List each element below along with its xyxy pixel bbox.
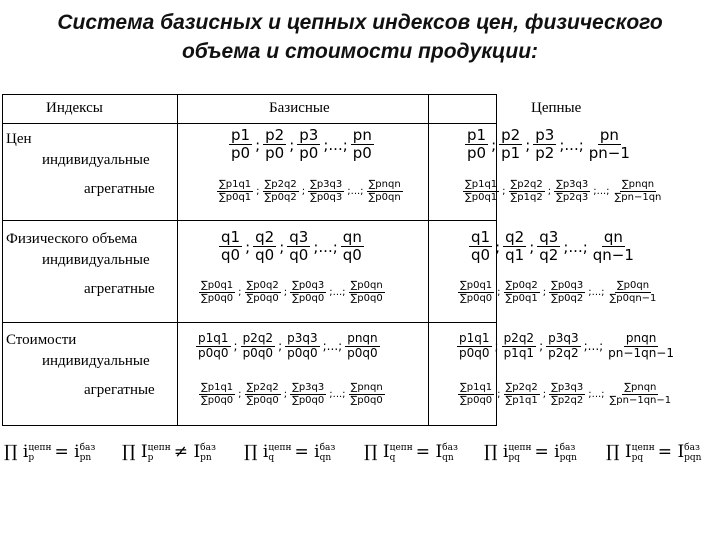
separator: ; [491, 135, 497, 154]
denominator: p0 [299, 144, 319, 163]
row-label-value: Стоимости [6, 332, 77, 348]
fraction [608, 382, 674, 406]
separator: ; [279, 237, 285, 256]
relation-lhs-scripts [390, 443, 413, 463]
fraction [509, 179, 545, 203]
relation-price-aggregate [122, 442, 216, 463]
fraction [308, 179, 344, 203]
numerator: ∑p0q1 [201, 280, 234, 291]
fraction [199, 280, 235, 304]
separator: ; [497, 286, 501, 298]
fraction [549, 280, 585, 304]
fraction [608, 280, 659, 304]
denominator: ∑p0q0 [201, 292, 234, 304]
relation-lhs-sub: p [28, 452, 35, 463]
formula-volume-aggregate-chain [457, 280, 659, 304]
fraction [287, 229, 310, 265]
relation-lhs-sub: q [268, 452, 275, 463]
denominator: ∑p0q0 [292, 394, 325, 406]
relation-operator: = [54, 442, 75, 462]
relation-lhs-sub: p [147, 452, 154, 463]
table-divider-1 [177, 94, 178, 426]
relation-rhs: I [193, 442, 201, 462]
table-rule [2, 322, 497, 323]
formula-price-individual-base [228, 127, 375, 163]
fraction [245, 382, 281, 406]
relation-operator: = [534, 442, 555, 462]
relation-lhs-sup: цепн [28, 442, 52, 453]
numerator: q2 [505, 228, 525, 246]
ellipsis-separator: ;...; [588, 286, 605, 298]
numerator: p2 [265, 126, 285, 144]
numerator: pn [599, 126, 619, 144]
numerator: p2q2 [503, 331, 535, 345]
relation-rhs-sub: pn [79, 452, 92, 463]
numerator: ∑pnqn [368, 179, 401, 190]
numerator: ∑p2q2 [246, 382, 279, 393]
denominator: p2 [535, 144, 555, 163]
formula-price-individual-chain [464, 127, 633, 163]
fraction [367, 179, 403, 203]
relation-rhs-scripts [442, 443, 458, 463]
numerator: p1 [231, 126, 251, 144]
relation-volume-individual [244, 442, 335, 463]
relation-lhs-scripts [632, 443, 655, 463]
denominator: ∑p0q0 [246, 292, 279, 304]
formula-value-aggregate-chain [457, 382, 674, 406]
fraction [465, 127, 488, 163]
denominator: p0q0 [242, 345, 274, 360]
denominator: pn−1 [588, 144, 630, 163]
denominator: ∑p0q1 [219, 191, 252, 203]
header-base: Базисные [269, 100, 330, 116]
relation-lhs: ∏ i [244, 442, 269, 462]
relation-rhs-sub: pn [200, 452, 212, 463]
relation-rhs-sup: баз [684, 442, 700, 453]
relation-lhs-scripts [28, 443, 51, 463]
page-title [0, 8, 720, 66]
denominator: p0q0 [198, 345, 229, 360]
relation-rhs-sup: баз [79, 442, 96, 453]
separator: ; [245, 237, 251, 256]
denominator: q1 [505, 246, 525, 265]
numerator: q1 [221, 228, 241, 246]
denominator: ∑p0q2 [264, 191, 297, 203]
fraction [285, 332, 320, 361]
denominator: ∑p2q2 [551, 394, 584, 406]
separator: ; [301, 185, 306, 197]
fraction [554, 179, 590, 203]
denominator: ∑p0q3 [310, 191, 343, 203]
numerator: ∑p1q1 [219, 179, 252, 190]
row-label-value-individual: индивидуальные [42, 353, 150, 369]
fraction [219, 229, 242, 265]
table-divider-2 [428, 94, 429, 426]
relation-rhs-sub: qn [442, 452, 454, 463]
denominator: pn−1qn−1 [608, 345, 674, 360]
fraction [349, 280, 385, 304]
denominator: ∑p0q0 [292, 292, 325, 304]
relation-lhs-sub: pq [508, 452, 520, 463]
fraction [290, 382, 326, 406]
relation-lhs: ∏ i [484, 442, 509, 462]
formula-price-aggregate-base [216, 179, 404, 203]
denominator: p0 [265, 144, 285, 163]
separator: ; [542, 388, 547, 400]
denominator: ∑p0q0 [246, 394, 279, 406]
separator: ; [256, 185, 260, 197]
denominator: p2q2 [548, 345, 579, 360]
relation-rhs-sup: баз [559, 442, 576, 453]
relation-price-individual [4, 442, 95, 463]
numerator: p2 [501, 126, 521, 144]
table-border-left [2, 94, 3, 426]
numerator: p2q2 [242, 331, 274, 345]
numerator: pn [352, 126, 372, 144]
formula-volume-aggregate-base [198, 280, 386, 304]
fraction [458, 382, 494, 406]
numerator: ∑pnqn [350, 382, 383, 393]
ellipsis-separator: ;...; [329, 286, 346, 298]
fraction [263, 127, 286, 163]
denominator: q2 [539, 246, 559, 265]
fraction [241, 332, 276, 361]
relation-value-individual [484, 442, 577, 463]
relation-rhs-sup: баз [442, 442, 458, 453]
numerator: ∑p0q3 [551, 280, 584, 291]
table-rule [2, 220, 497, 221]
fraction [549, 382, 585, 406]
numerator: ∑p2q2 [264, 179, 297, 190]
denominator: ∑p1q2 [510, 191, 543, 203]
separator: ; [495, 237, 501, 256]
numerator: q2 [255, 228, 275, 246]
numerator: ∑p3q3 [310, 179, 343, 190]
denominator: qn−1 [592, 246, 634, 265]
fraction [503, 229, 526, 265]
relation-lhs-sup: цепн [631, 442, 655, 453]
numerator: ∑p0q1 [460, 280, 493, 291]
fraction [606, 332, 676, 361]
denominator: q0 [289, 246, 309, 265]
fraction [349, 382, 385, 406]
table-border-top [2, 94, 497, 95]
relation-lhs: ∏ i [4, 442, 29, 462]
ellipsis-separator: ;...; [313, 237, 338, 256]
separator: ; [238, 388, 242, 400]
relation-lhs: ∏ I [122, 442, 148, 462]
fraction [297, 127, 320, 163]
fraction [504, 382, 540, 406]
numerator: p3 [535, 126, 555, 144]
numerator: ∑p0q2 [246, 280, 279, 291]
fraction [217, 179, 253, 203]
numerator: pnqn [347, 331, 378, 345]
separator: ; [255, 135, 261, 154]
separator: ; [525, 135, 531, 154]
fraction [199, 382, 235, 406]
relation-lhs-sub: q [389, 452, 396, 463]
fraction [587, 127, 632, 163]
row-label-volume-aggregate: агрегатные [84, 281, 155, 297]
denominator: ∑p0qn [368, 191, 401, 203]
relation-rhs: I [435, 442, 443, 462]
ellipsis-separator: ;...; [593, 185, 610, 197]
numerator: ∑p0qn [350, 280, 383, 291]
row-label-volume-individual: индивидуальные [42, 252, 150, 268]
relation-rhs-scripts [320, 443, 336, 463]
relation-lhs: ∏ I [364, 442, 390, 462]
denominator: p0 [231, 144, 251, 163]
ellipsis-separator: ;...; [559, 135, 584, 154]
fraction [591, 229, 636, 265]
title-line-1: Система базисных и цепных индексов цен, физического [57, 11, 663, 34]
relation-lhs-scripts [508, 443, 531, 463]
relation-operator: = [415, 442, 436, 462]
numerator: ∑p0qn [616, 280, 650, 291]
denominator: p0 [352, 144, 372, 163]
numerator: ∑p3q3 [292, 382, 325, 393]
fraction [457, 332, 492, 361]
row-label-volume: Физического объема [6, 231, 138, 247]
denominator: ∑p0q0 [201, 394, 234, 406]
relation-rhs: i [554, 442, 560, 462]
fraction [469, 229, 492, 265]
fraction [463, 179, 499, 203]
relation-rhs-sup: баз [319, 442, 336, 453]
numerator: pnqn [625, 331, 657, 345]
ellipsis-separator: ;...; [347, 185, 364, 197]
numerator: ∑p0q2 [505, 280, 538, 291]
numerator: ∑p3q3 [551, 382, 584, 393]
fraction [253, 229, 276, 265]
fraction [290, 280, 326, 304]
fraction [613, 179, 664, 203]
formula-volume-individual-base [218, 229, 365, 265]
numerator: p3q3 [287, 331, 318, 345]
relation-rhs-scripts [684, 443, 701, 463]
separator: ; [494, 339, 499, 354]
formula-volume-individual-chain [468, 229, 637, 265]
relation-lhs-sup: цепн [268, 442, 292, 453]
denominator: ∑p0qn−1 [609, 292, 657, 304]
denominator: ∑pn−1qn [614, 191, 662, 203]
header-chain: Цепные [531, 100, 582, 116]
fraction [341, 229, 364, 265]
relation-lhs-sup: цепн [508, 442, 532, 453]
numerator: q3 [289, 228, 309, 246]
numerator: ∑p2q2 [505, 382, 538, 393]
relation-operator: = [294, 442, 315, 462]
numerator: p3q3 [548, 331, 579, 345]
relation-volume-aggregate [364, 442, 458, 463]
relation-operator: = [657, 442, 678, 462]
separator: ; [497, 388, 501, 400]
separator: ; [547, 185, 552, 197]
fraction [533, 127, 556, 163]
denominator: q0 [342, 246, 362, 265]
separator: ; [542, 286, 547, 298]
relation-lhs-scripts [268, 443, 291, 463]
table-border-bottom [2, 425, 497, 426]
relation-rhs-sup: баз [200, 442, 216, 453]
ellipsis-separator: ;...; [588, 388, 605, 400]
separator: ; [502, 185, 506, 197]
numerator: ∑pnqn [621, 179, 655, 190]
fraction [499, 127, 522, 163]
formula-value-individual-base [195, 332, 381, 361]
numerator: p3 [299, 126, 319, 144]
numerator: p1 [467, 126, 487, 144]
ellipsis-separator: ;...; [329, 388, 346, 400]
fraction [196, 332, 231, 361]
fraction [504, 280, 540, 304]
fraction [263, 179, 299, 203]
relation-lhs: ∏ I [606, 442, 632, 462]
numerator: ∑pnqn [624, 382, 657, 393]
denominator: ∑p0q0 [350, 394, 383, 406]
denominator: q0 [471, 246, 491, 265]
relation-rhs-scripts [200, 443, 216, 463]
relation-rhs: i [314, 442, 320, 462]
separator: ; [283, 286, 288, 298]
relation-rhs-sub: pqn [684, 452, 702, 463]
fraction [502, 332, 537, 361]
denominator: p0q0 [347, 345, 378, 360]
row-label-value-aggregate: агрегатные [84, 382, 155, 398]
relation-rhs-sub: qn [319, 452, 332, 463]
denominator: p0 [467, 144, 487, 163]
denominator: ∑p0q1 [465, 191, 498, 203]
relation-rhs-scripts [560, 443, 577, 463]
numerator: p1q1 [198, 331, 229, 345]
numerator: ∑p1q1 [460, 382, 493, 393]
denominator: p1 [501, 144, 521, 163]
denominator: p1q1 [503, 345, 535, 360]
fraction [229, 127, 252, 163]
numerator: ∑p0q3 [292, 280, 325, 291]
denominator: ∑p0q0 [460, 292, 493, 304]
row-label-price-aggregate: агрегатные [84, 181, 155, 197]
row-label-price: Цен [6, 131, 32, 147]
numerator: q1 [471, 228, 491, 246]
numerator: qn [342, 228, 362, 246]
relation-lhs-scripts [148, 443, 171, 463]
relation-rhs: I [677, 442, 685, 462]
table-rule [2, 123, 497, 124]
formula-value-individual-chain [456, 332, 677, 361]
numerator: ∑p3q3 [556, 179, 589, 190]
denominator: ∑p1q1 [505, 394, 538, 406]
denominator: p0q0 [459, 345, 490, 360]
denominator: ∑pn−1qn−1 [609, 394, 672, 406]
numerator: ∑p1q1 [465, 179, 498, 190]
fraction [351, 127, 374, 163]
numerator: qn [603, 228, 623, 246]
fraction [537, 229, 560, 265]
denominator: ∑p0q0 [350, 292, 383, 304]
relation-lhs-sub: pq [631, 452, 644, 463]
separator: ; [238, 286, 242, 298]
relation-rhs-sub: pqn [559, 452, 577, 463]
separator: ; [233, 339, 238, 354]
denominator: q0 [221, 246, 241, 265]
ellipsis-separator: ;...; [322, 339, 343, 354]
formula-price-aggregate-chain [462, 179, 664, 203]
numerator: q3 [539, 228, 559, 246]
title-line-2: объема и стоимости продукции: [181, 40, 539, 63]
denominator: ∑p0q2 [551, 292, 584, 304]
fraction [546, 332, 581, 361]
separator: ; [289, 135, 295, 154]
numerator: ∑p2q2 [510, 179, 543, 190]
relation-rhs-scripts [80, 443, 96, 463]
relation-operator: ≠ [173, 442, 194, 462]
fraction [458, 280, 494, 304]
ellipsis-separator: ;...; [563, 237, 588, 256]
denominator: ∑p2q3 [556, 191, 589, 203]
relation-value-aggregate [606, 442, 701, 463]
separator: ; [283, 388, 288, 400]
numerator: p1q1 [459, 331, 490, 345]
denominator: q0 [255, 246, 275, 265]
separator: ; [539, 339, 544, 354]
formula-value-aggregate-base [198, 382, 386, 406]
denominator: ∑p0q1 [505, 292, 538, 304]
relation-lhs-sup: цепн [389, 442, 413, 453]
relation-rhs: i [74, 442, 80, 462]
fraction [345, 332, 380, 361]
ellipsis-separator: ;...; [323, 135, 348, 154]
ellipsis-separator: ;...; [583, 339, 604, 354]
relation-lhs-sup: цепн [147, 442, 171, 453]
denominator: ∑p0q0 [460, 394, 493, 406]
row-label-price-individual: индивидуальные [42, 152, 150, 168]
denominator: p0q0 [287, 345, 318, 360]
separator: ; [529, 237, 535, 256]
numerator: ∑p1q1 [201, 382, 234, 393]
separator: ; [278, 339, 283, 354]
header-indices: Индексы [46, 100, 103, 116]
fraction [245, 280, 281, 304]
